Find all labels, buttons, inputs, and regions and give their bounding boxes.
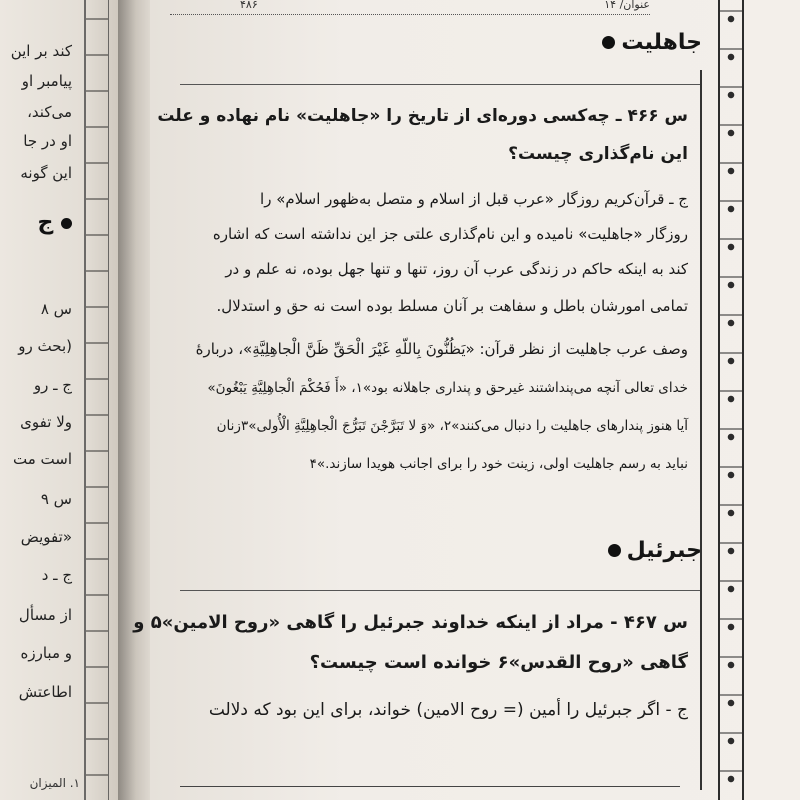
question-line: گاهی «روح القدس»۶ خوانده است چیست؟ — [309, 652, 688, 673]
left-page-line: این گونه — [20, 164, 72, 182]
answer-line: ج ـ قرآن‌کریم روزگار «عرب قبل از اسلام و متصل به‌ظهور اسلام» را — [260, 190, 688, 208]
verse-line: خدای تعالی آنچه می‌پنداشتند غیرحق و پنداری جاهلانه بود»۱، «أَ فَحُکْمَ الْجاهِلِیَّةِ یَبْغُونَ» — [207, 380, 688, 396]
section-title-jahiliyyat: جاهلیت — [602, 30, 702, 55]
left-page — [0, 0, 120, 800]
question-line: س ۴۶۷ - مراد از اینکه خداوند جبرئیل را گاهی «روح الامین»۵ و — [133, 612, 688, 633]
left-page-line: «تفویض — [20, 528, 72, 546]
left-footnote: ۱. المیزان — [29, 776, 80, 790]
left-page-line: ج ـ د — [41, 566, 72, 584]
frame-line — [700, 70, 702, 790]
left-page-line: ولا تفوی — [20, 413, 72, 431]
left-section-heading: ج — [37, 210, 72, 235]
bullet-icon — [61, 218, 72, 229]
verse-line: آیا هنوز پندارهای جاهلیت را دنبال می‌کنند»۲، «وَ لا تَبَرَّجْنَ تَبَرُّجَ الْجاهِلِیَّةِ الْأُولی»۳زنان — [216, 418, 688, 434]
section-rule — [180, 590, 700, 591]
left-page-line: ج ـ رو — [33, 376, 72, 394]
answer-line: تمامی امورشان باطل و سفاهت بر آنان مسلط بوده است نه حق و استدلال. — [216, 297, 688, 315]
left-page-line: از مسأل — [18, 606, 72, 624]
verse-line: نباید به رسم جاهلیت اولی، زینت خود را برای اجانب هویدا سازند.»۴ — [309, 456, 688, 472]
running-title: عنوان/ ۱۴ — [604, 0, 650, 11]
left-page-line: پیامبر او — [21, 72, 72, 90]
left-page-line: س ۹ — [40, 490, 72, 508]
left-decorative-border — [84, 0, 109, 800]
section-title-jibreel: جبرئیل — [608, 538, 702, 563]
left-page-line: کند بر این — [10, 42, 72, 60]
question-line: س ۴۶۶ ـ چه‌کسی دوره‌ای از تاریخ را «جاهلیت» نام نهاده و علت — [157, 106, 688, 126]
bullet-icon — [608, 544, 621, 557]
answer-line: وصف عرب جاهلیت از نظر قرآن: «یَظُنُّونَ بِاللّهِ غَیْرَ الْحَقِّ ظَنَّ الْجاهِلِیَّةِ»، دربارهٔ — [195, 340, 688, 358]
answer-line: روزگار «جاهلیت» نامیده و این نام‌گذاری علتی جز این نداشته است که اشاره — [212, 225, 688, 243]
answer-line: کند به اینکه حاکم در زندگی عرب آن روز، تنها و تنها جهل بوده، نه علم و در — [225, 260, 688, 278]
question-line: این نام‌گذاری چیست؟ — [508, 144, 688, 164]
right-page — [133, 0, 800, 800]
ornamental-column — [718, 0, 744, 800]
running-head — [170, 0, 650, 15]
right-decorative-border — [700, 0, 800, 800]
answer-line: ج - اگر جبرئیل را أمین (= روح الامین) خواند، برای این بود که دلالت — [208, 700, 688, 720]
page-number: ۴۸۶ — [240, 0, 258, 11]
left-page-line: او در جا — [23, 132, 72, 150]
left-page-line: و مبارزه — [20, 644, 72, 662]
left-page-line: (بحث رو — [18, 337, 72, 355]
left-page-line: می‌کند، — [27, 103, 72, 121]
bullet-icon — [602, 36, 615, 49]
bottom-rule — [180, 786, 680, 787]
left-page-line: اطاعتش — [18, 683, 72, 701]
section-rule — [180, 84, 700, 85]
left-page-line: س ۸ — [40, 300, 72, 318]
left-page-line: است مت — [13, 450, 72, 468]
